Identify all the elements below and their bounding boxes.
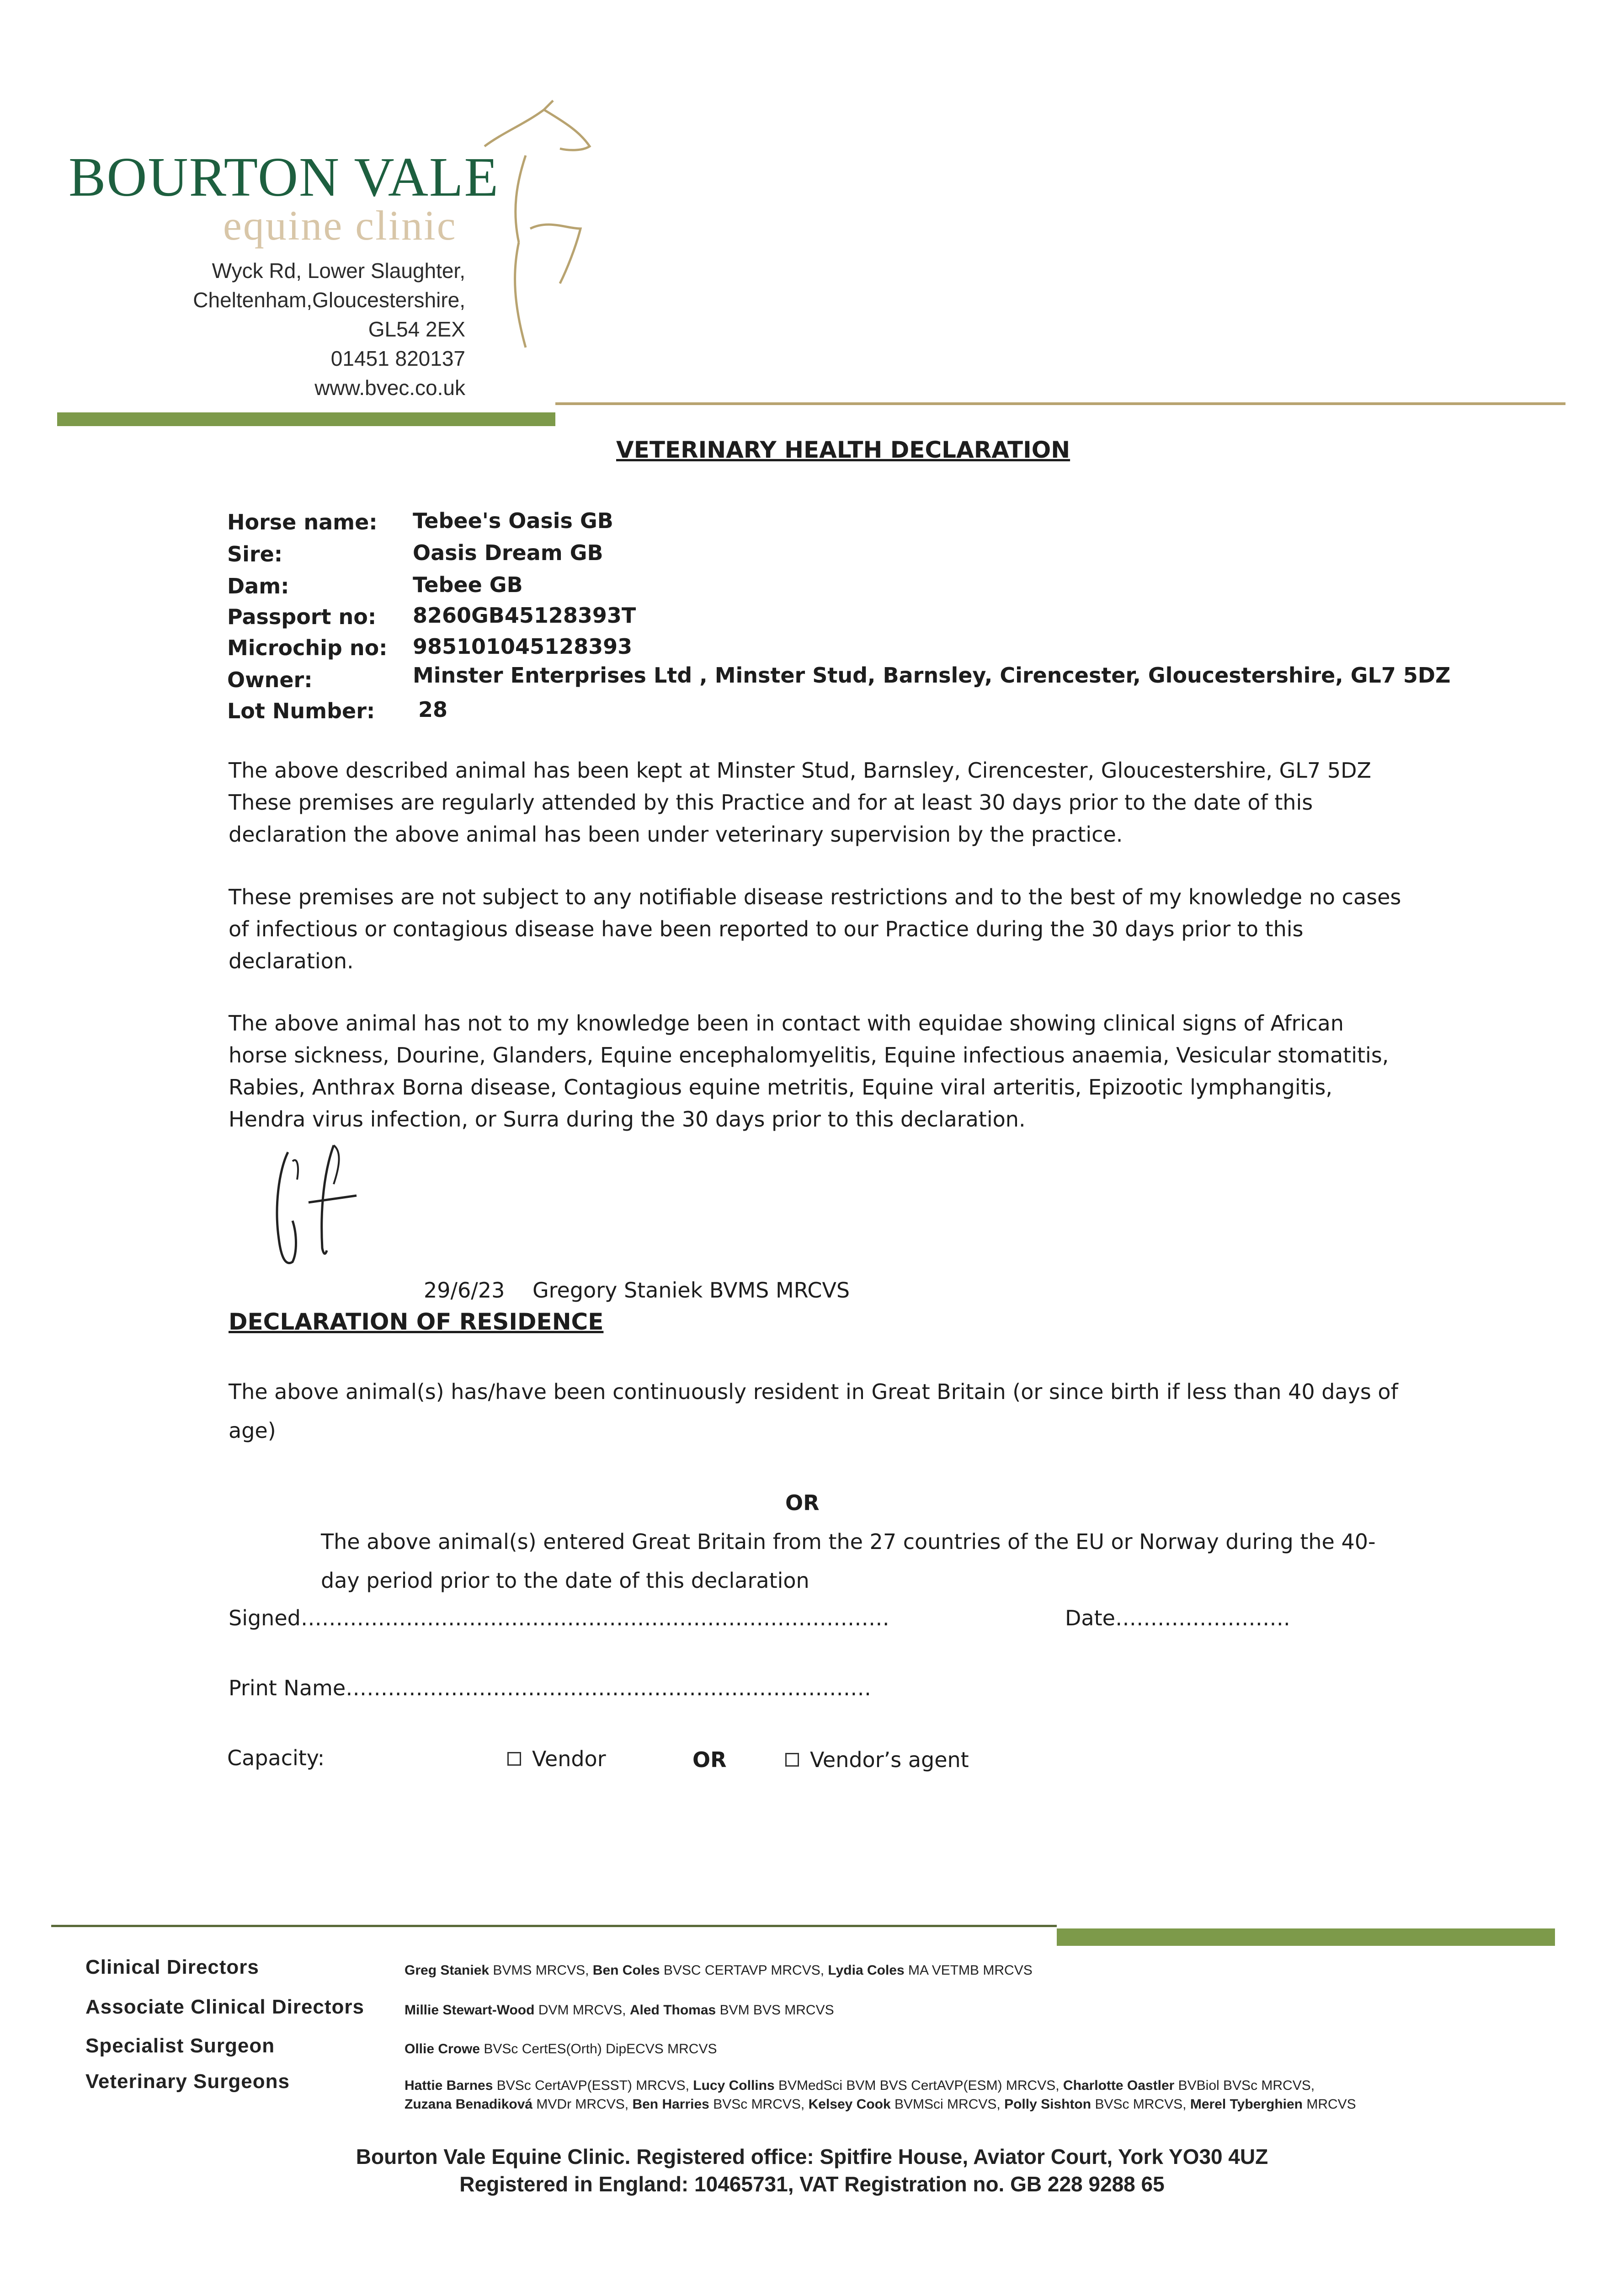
vendor-checkbox[interactable] (507, 1752, 521, 1766)
microchip-label: Microchip no: (227, 636, 388, 660)
page-title: VETERINARY HEALTH DECLARATION (616, 437, 1070, 463)
associate-directors-list (405, 2003, 834, 2018)
staff-name: Millie Stewart-Wood (405, 2003, 535, 2018)
lot-number-value: 28 (418, 697, 448, 722)
capacity-label: Capacity: (227, 1746, 325, 1770)
paragraph-line: declaration the above animal has been under veterinary supervision by the practice. (229, 822, 1123, 847)
paragraph-line: declaration. (229, 949, 354, 973)
registered-office: Bourton Vale Equine Clinic. Registered office: Spitfire House, Aviator Court, York YO30 4UZ (356, 2145, 1268, 2168)
paragraph-line: These premises are regularly attended by this Practice and for at least 30 days prior to the date of this (229, 790, 1313, 815)
residence-heading: DECLARATION OF RESIDENCE (229, 1309, 604, 1335)
owner-label: Owner: (227, 668, 313, 692)
staff-name: Kelsey Cook (808, 2097, 891, 2112)
staff-quals: BVSc MRCVS, (1095, 2097, 1187, 2112)
paragraph-contact (229, 1007, 1399, 1135)
passport-value: 8260GB45128393T (413, 603, 636, 628)
staff-name: Greg Staniek (405, 1963, 490, 1978)
staff-name: Ben Coles (592, 1963, 660, 1978)
dam-label: Dam: (227, 574, 289, 598)
vendor-option-label: Vendor (532, 1747, 606, 1771)
staff-name: Lydia Coles (828, 1963, 905, 1978)
owner-value: Minster Enterprises Ltd , Minster Stud, Barnsley, Cirencester, Gloucestershire, GL7 5DZ (413, 663, 1451, 688)
specialist-surgeon-label: Specialist Surgeon (85, 2035, 275, 2057)
address-postcode: GL54 2EX (368, 317, 465, 341)
paragraph-restrictions (229, 881, 1399, 977)
clinic-logo-subtitle: equine clinic (223, 202, 457, 249)
clinical-directors-list (405, 1963, 1033, 1978)
paragraph-line: horse sickness, Dourine, Glanders, Equine encephalomyelitis, Equine infectious anaemia, Vesicular stomatitis, (229, 1043, 1389, 1068)
paragraph-line: Rabies, Anthrax Borna disease, Contagious equine metritis, Equine viral arteritis, Epizootic lymphangitis, (229, 1075, 1333, 1100)
microchip-value: 985101045128393 (413, 634, 633, 659)
horse-logo-icon (475, 91, 612, 375)
sire-label: Sire: (227, 542, 283, 566)
staff-name: Charlotte Oastler (1063, 2078, 1175, 2093)
staff-name: Polly Sishton (1004, 2097, 1092, 2112)
horse-name-label: Horse name: (227, 510, 378, 534)
signed-dots: ………………………………………………………………………… (300, 1606, 889, 1630)
clinic-logo-name: BOURTON VALE (69, 146, 499, 208)
staff-quals: BVMedSci BVM BVS CertAVP(ESM) MRCVS, (778, 2078, 1060, 2093)
staff-quals: BVMS MRCVS, (493, 1963, 589, 1978)
specialist-surgeon-list (405, 2041, 717, 2057)
veterinary-surgeons-label: Veterinary Surgeons (85, 2070, 290, 2093)
sire-value: Oasis Dream GB (413, 540, 603, 565)
residence-statement-line-1: The above animal(s) has/have been continuously resident in Great Britain (or since birth if less than 40 days of (229, 1379, 1398, 1404)
staff-quals: MRCVS (1306, 2097, 1356, 2112)
print-name-dots: ………………………………………………………………… (346, 1676, 872, 1700)
staff-quals: BVSc MRCVS, (713, 2097, 805, 2112)
paragraph-line: The above described animal has been kept at Minster Stud, Barnsley, Cirencester, Gloucestershire, GL7 5DZ (229, 758, 1372, 783)
date-field[interactable] (1065, 1606, 1290, 1630)
staff-quals: BVSc CertAVP(ESST) MRCVS, (496, 2078, 689, 2093)
staff-quals: BVSc CertES(Orth) DipECVS MRCVS (484, 2041, 717, 2056)
paragraph-line: These premises are not subject to any notifiable disease restrictions and to the best of my knowledge no cases (229, 885, 1401, 909)
residence-alt-line-1: The above animal(s) entered Great Britain from the 27 countries of the EU or Norway during the 40- (321, 1529, 1376, 1554)
residence-statement-line-2: age) (229, 1418, 276, 1443)
staff-quals: BVSC CERTAVP MRCVS, (663, 1963, 825, 1978)
signature-date: 29/6/23 (424, 1278, 505, 1303)
paragraph-line: The above animal has not to my knowledge been in contact with equidae showing clinical signs of African (229, 1011, 1344, 1036)
vendor-agent-option[interactable] (785, 1747, 969, 1772)
associate-directors-label: Associate Clinical Directors (85, 1996, 365, 2018)
staff-name: Merel Tyberghien (1190, 2097, 1303, 2112)
signed-field[interactable] (229, 1606, 889, 1630)
staff-name: Ollie Crowe (405, 2041, 480, 2056)
staff-name: Ben Harries (632, 2097, 709, 2112)
staff-name: Lucy Collins (693, 2078, 775, 2093)
residence-alt-line-2: day period prior to the date of this declaration (321, 1568, 809, 1593)
dam-value: Tebee GB (413, 572, 523, 597)
staff-quals: DVM MRCVS, (538, 2003, 626, 2018)
vendor-agent-checkbox[interactable] (785, 1753, 799, 1767)
vendor-option[interactable] (507, 1747, 606, 1771)
vendor-agent-option-label: Vendor’s agent (810, 1747, 969, 1772)
veterinary-surgeons-line-2 (405, 2097, 1356, 2112)
footer-divider (51, 1925, 1555, 1948)
staff-quals: MA VETMB MRCVS (908, 1963, 1033, 1978)
lot-number-label: Lot Number: (227, 699, 375, 723)
address-website[interactable]: www.bvec.co.uk (314, 376, 465, 400)
paragraph-premises (229, 754, 1399, 850)
letterhead-divider (57, 402, 1565, 406)
signed-label: Signed (229, 1606, 301, 1630)
staff-quals: BVMSci MRCVS, (895, 2097, 1001, 2112)
capacity-or: OR (692, 1747, 727, 1772)
paragraph-line: Hendra virus infection, or Surra during the 30 days prior to this declaration. (229, 1107, 1026, 1132)
print-name-label: Print Name (229, 1676, 346, 1700)
or-separator: OR (785, 1490, 820, 1515)
staff-name: Aled Thomas (629, 2003, 716, 2018)
veterinary-surgeons-line-1 (405, 2078, 1315, 2094)
date-label: Date (1065, 1606, 1115, 1630)
paragraph-line: of infectious or contagious disease have been reported to our Practice during the 30 days prior to this (229, 917, 1304, 941)
horse-name-value: Tebee's Oasis GB (413, 508, 613, 533)
staff-quals: BVBiol BVSc MRCVS, (1178, 2078, 1315, 2093)
company-registration: Registered in England: 10465731, VAT Registration no. GB 228 9288 65 (459, 2172, 1165, 2196)
vet-signature (265, 1143, 375, 1280)
address-line-1: Wyck Rd, Lower Slaughter, (212, 259, 465, 283)
clinical-directors-label: Clinical Directors (85, 1956, 259, 1978)
address-phone: 01451 820137 (330, 347, 465, 370)
staff-name: Hattie Barnes (405, 2078, 493, 2093)
staff-name: Zuzana Benadiková (405, 2097, 533, 2112)
passport-label: Passport no: (227, 604, 377, 629)
print-name-field[interactable] (229, 1676, 871, 1700)
date-dots: ……………………. (1115, 1606, 1290, 1630)
staff-quals: MVDr MRCVS, (536, 2097, 629, 2112)
staff-quals: BVM BVS MRCVS (719, 2003, 834, 2018)
signature-vet-name: Gregory Staniek BVMS MRCVS (532, 1278, 850, 1303)
address-line-2: Cheltenham,Gloucestershire, (193, 288, 465, 312)
